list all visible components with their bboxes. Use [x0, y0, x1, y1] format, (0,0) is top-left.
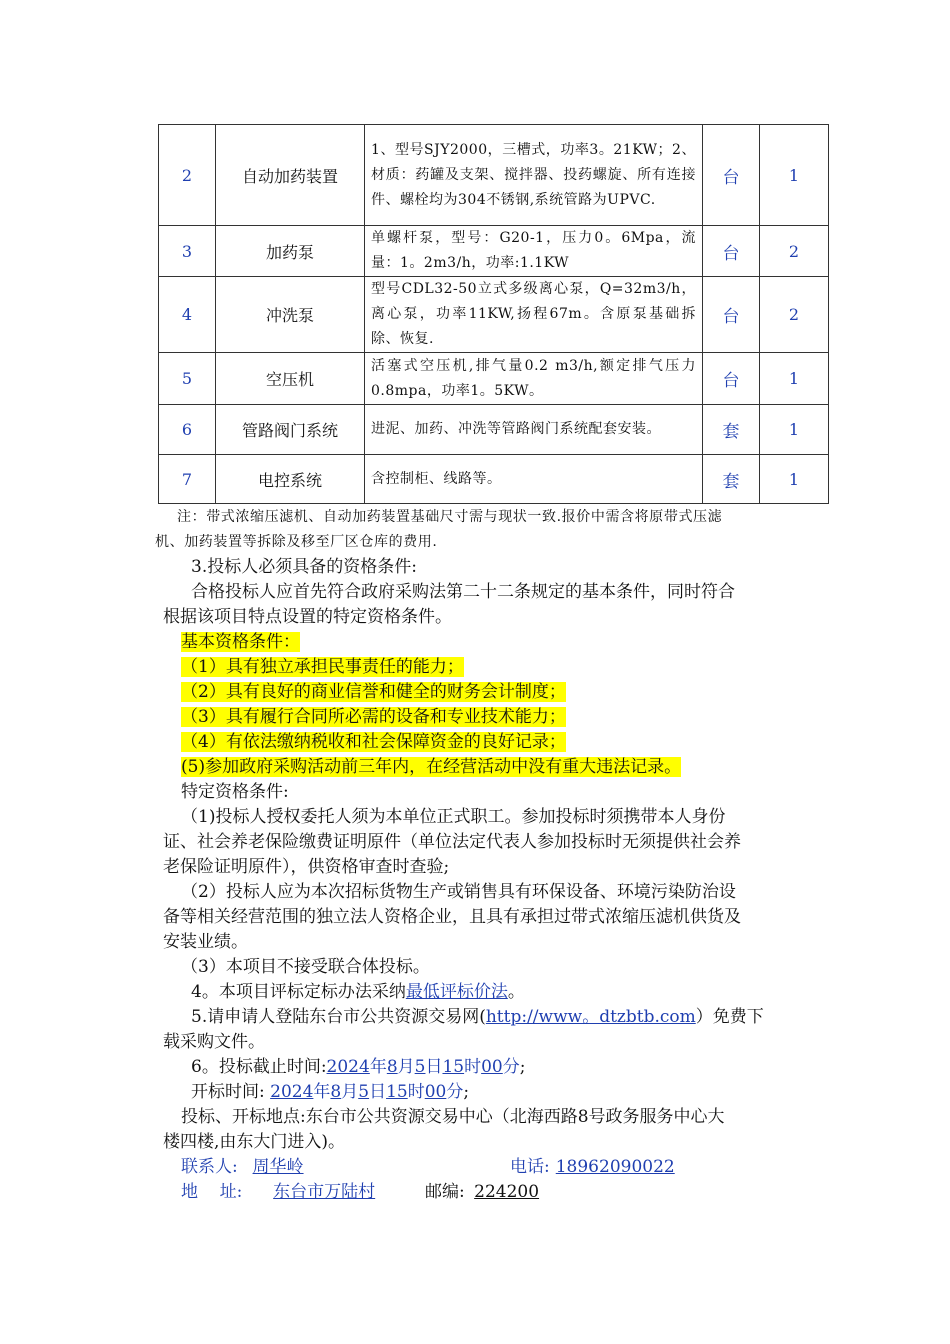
equipment-spec: 进泥、加药、冲洗等管路阀门系统配套安装。: [365, 405, 703, 455]
paragraph-line: （3）本项目不接受联合体投标。: [181, 957, 430, 977]
address-label: 地 址:: [181, 1182, 243, 1202]
row-number: 4: [159, 277, 216, 353]
row-number: 3: [159, 226, 216, 277]
basic-condition: （3）具有履行合同所必需的设备和专业技术能力；: [181, 707, 566, 727]
address: 东台市万陆村: [273, 1182, 376, 1202]
equipment-name: 空压机: [216, 353, 365, 405]
month-unit: 月: [341, 1082, 359, 1102]
paragraph-line: 老保险证明原件），供资格审查时查验;: [163, 857, 450, 877]
table-row: [159, 455, 829, 504]
open-year: 2024: [270, 1082, 314, 1102]
row-number: 6: [159, 405, 216, 455]
quantity: 1: [760, 125, 829, 226]
phone-label: 电话:: [510, 1157, 550, 1177]
equipment-table: [158, 124, 829, 504]
open-hour: 15: [386, 1082, 408, 1102]
contact-row: [163, 1155, 808, 1180]
basic-condition: （2）具有良好的商业信誉和健全的财务会计制度；: [181, 682, 566, 702]
website-link[interactable]: http://www。dtzbtb.com: [485, 1007, 696, 1027]
section-heading: 3.投标人必须具备的资格条件:: [191, 557, 417, 577]
address-row: [163, 1180, 808, 1205]
paragraph-line: （2）投标人应为本次招标货物生产或销售具有环保设备、环境污染防治设: [181, 882, 736, 902]
section-4-prefix: 4。本项目评标定标办法采纳: [191, 982, 406, 1002]
unit: 台: [703, 277, 760, 353]
table-row: [159, 277, 829, 353]
table-row: [159, 353, 829, 405]
table-row: [159, 226, 829, 277]
day-unit: 日: [425, 1057, 443, 1077]
paragraph-line: （1)投标人授权委托人须为本单位正式职工。参加投标时须携带本人身份: [181, 807, 726, 827]
unit: 套: [703, 405, 760, 455]
zip-label: 邮编:: [425, 1182, 465, 1202]
equipment-name: 冲洗泵: [216, 277, 365, 353]
equipment-name: 自动加药装置: [216, 125, 365, 226]
location-line: 楼四楼,由东大门进入)。: [163, 1132, 346, 1152]
section-5-prefix: 5.请申请人登陆东台市公共资源交易网(: [191, 1007, 486, 1027]
open-end: ;: [463, 1082, 470, 1102]
deadline-label: 6。投标截止时间:: [191, 1057, 327, 1077]
phone-number: 18962090022: [555, 1157, 675, 1177]
deadline-end: ;: [519, 1057, 526, 1077]
paragraph-line: 合格投标人应首先符合政府采购法第二十二条规定的基本条件，同时符合: [191, 582, 735, 602]
body-text: [155, 505, 808, 1205]
section-5-suffix: ）免费下: [695, 1007, 764, 1027]
equipment-name: 管路阀门系统: [216, 405, 365, 455]
equipment-name: 电控系统: [216, 455, 365, 504]
row-number: 5: [159, 353, 216, 405]
equipment-spec: 含控制柜、线路等。: [365, 455, 703, 504]
minute-unit: 分: [446, 1082, 464, 1102]
equipment-spec: 活塞式空压机,排气量0.2 m3/h,额定排气压力0.8mpa，功率1。5KW。: [365, 353, 703, 405]
basic-condition: （4）有依法缴纳税收和社会保障资金的良好记录；: [181, 732, 566, 752]
note-line: 机、加药装置等拆除及移至厂区仓库的费用.: [155, 534, 438, 550]
subsection-title: 特定资格条件:: [181, 782, 289, 802]
deadline-year: 2024: [326, 1057, 370, 1077]
unit: 套: [703, 455, 760, 504]
quantity: 2: [760, 226, 829, 277]
bid-deadline: [163, 1055, 808, 1080]
zip-code: 224200: [474, 1182, 540, 1202]
unit: 台: [703, 125, 760, 226]
deadline-month: 8: [386, 1057, 398, 1077]
open-day: 5: [358, 1082, 370, 1102]
highlighted-title: 基本资格条件：: [181, 632, 300, 652]
minute-unit: 分: [502, 1057, 520, 1077]
deadline-hour: 15: [442, 1057, 465, 1077]
unit: 台: [703, 226, 760, 277]
section-4-suffix: 。: [507, 982, 525, 1002]
unit: 台: [703, 353, 760, 405]
paragraph-line: 安装业绩。: [163, 932, 248, 952]
open-label: 开标时间:: [191, 1082, 265, 1102]
quantity: 2: [760, 277, 829, 353]
evaluation-method-link[interactable]: 最低评标价法: [405, 982, 508, 1002]
paragraph-line: 备等相关经营范围的独立法人资格企业，且具有承担过带式浓缩压滤机供货及: [163, 907, 741, 927]
basic-condition: (5)参加政府采购活动前三年内，在经营活动中没有重大违法记录。: [181, 757, 682, 777]
equipment-spec: 型号CDL32-50立式多级离心泵，Q=32m3/h，离心泵，功率11KW,扬程67m。含原泵基础拆除、恢复.: [365, 277, 703, 353]
equipment-spec: 单螺杆泵，型号：G20-1，压力0。6Mpa，流量：1。2m3/h，功率:1.1KW: [365, 226, 703, 277]
location-line: 投标、开标地点:东台市公共资源交易中心（北海西路8号政务服务中心大: [181, 1107, 725, 1127]
section-4: [163, 980, 808, 1005]
year-unit: 年: [369, 1057, 387, 1077]
row-number: 7: [159, 455, 216, 504]
row-number: 2: [159, 125, 216, 226]
open-minute: 00: [424, 1082, 447, 1102]
quantity: 1: [760, 405, 829, 455]
note-line: 注：带式浓缩压滤机、自动加药装置基础尺寸需与现状一致.报价中需含将原带式压滤: [177, 509, 723, 525]
hour-unit: 时: [407, 1082, 425, 1102]
paragraph-line: 载采购文件。: [163, 1032, 265, 1052]
open-month: 8: [330, 1082, 342, 1102]
section-5: [163, 1005, 808, 1030]
day-unit: 日: [369, 1082, 387, 1102]
equipment-spec: 1、型号SJY2000，三槽式，功率3。21KW；2、材质：药罐及支架、搅拌器、投药螺旋、所有连接件、螺栓均为304不锈钢,系统管路为UPVC.: [365, 125, 703, 226]
quantity: 1: [760, 455, 829, 504]
contact-person-label: 联系人:: [181, 1157, 238, 1177]
contact-person: 周华岭: [252, 1157, 304, 1177]
paragraph-line: 根据该项目特点设置的特定资格条件。: [163, 607, 452, 627]
month-unit: 月: [397, 1057, 415, 1077]
bid-open-time: [163, 1080, 808, 1105]
basic-condition: （1）具有独立承担民事责任的能力；: [181, 657, 464, 677]
table-row: [159, 125, 829, 226]
table-row: [159, 405, 829, 455]
paragraph-line: 证、社会养老保险缴费证明原件（单位法定代表人参加投标时无须提供社会养: [163, 832, 741, 852]
year-unit: 年: [313, 1082, 331, 1102]
deadline-day: 5: [414, 1057, 426, 1077]
quantity: 1: [760, 353, 829, 405]
hour-unit: 时: [464, 1057, 482, 1077]
deadline-minute: 00: [481, 1057, 503, 1077]
equipment-name: 加药泵: [216, 226, 365, 277]
